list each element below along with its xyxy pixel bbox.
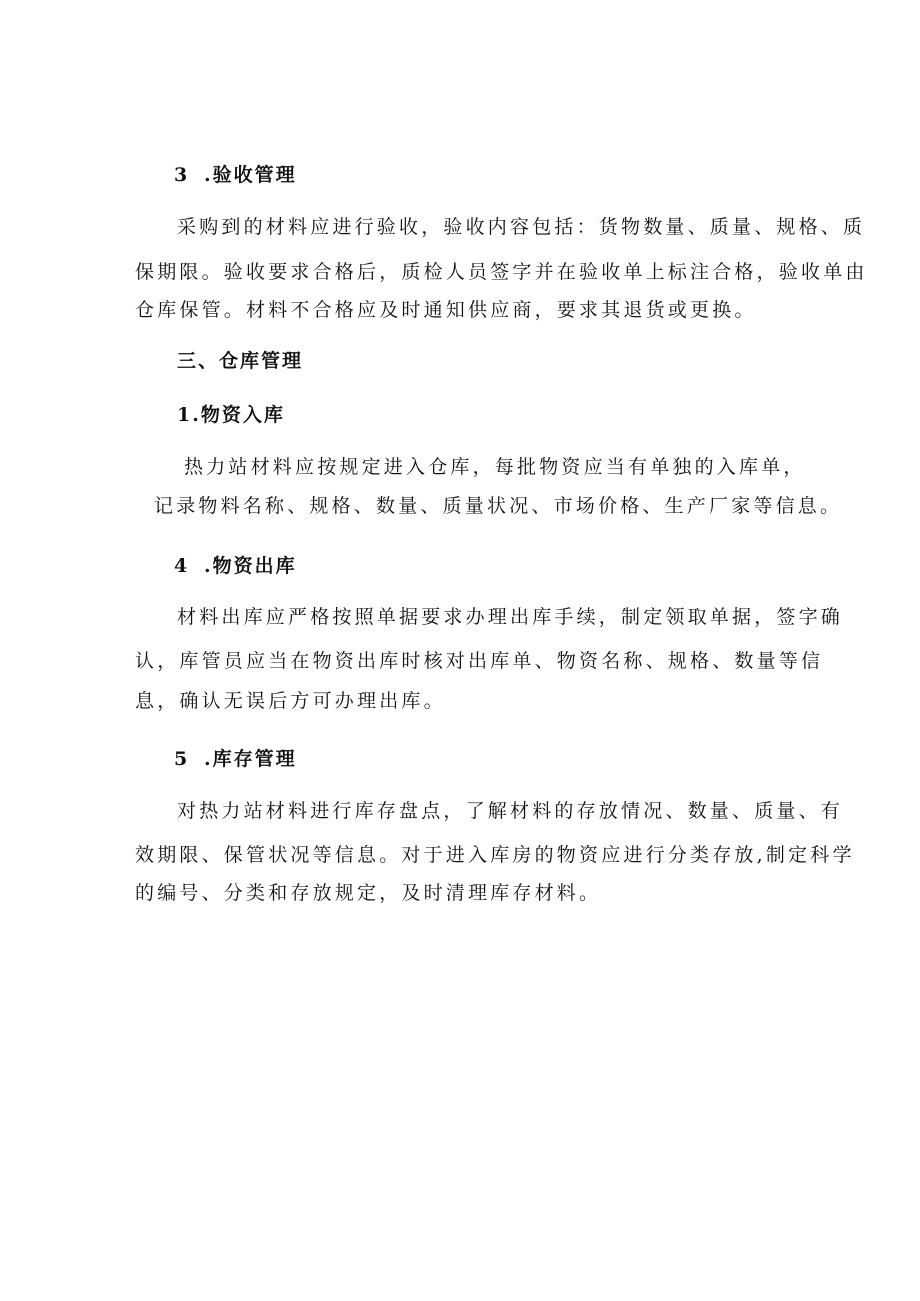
- paragraph-line: 记录物料名称、规格、数量、质量状况、市场价格、生产厂家等信息。: [154, 495, 843, 517]
- paragraph-line: 的编号、分类和存放规定，及时清理库存材料。: [135, 882, 602, 904]
- section-title: .库存管理: [204, 748, 297, 770]
- section-number: 3: [174, 164, 190, 186]
- section-number: 5: [174, 748, 190, 770]
- paragraph-line: 对热力站材料进行库存盘点，了解材料的存放情况、数量、质量、有: [177, 800, 844, 822]
- paragraph-line: 认，库管员应当在物资出库时核对出库单、物资名称、规格、数量等信: [135, 650, 824, 672]
- paragraph-line: 息，确认无误后方可办理出库。: [135, 690, 446, 712]
- paragraph-line: 效期限、保管状况等信息。对于进入库房的物资应进行分类存放,制定科学: [135, 844, 855, 866]
- section-title: .验收管理: [204, 164, 297, 186]
- paragraph-line: 采购到的材料应进行验收，验收内容包括：货物数量、质量、规格、质: [177, 216, 866, 238]
- paragraph-line: 热力站材料应按规定进入仓库，每批物资应当有单独的入库单，: [184, 456, 806, 478]
- section-heading-acceptance: [174, 163, 297, 187]
- section-number: 4: [174, 555, 190, 577]
- section-title: .物资出库: [204, 555, 297, 577]
- section-heading-inbound: 1.物资入库: [177, 404, 285, 426]
- paragraph-line: 材料出库应严格按照单据要求办理出库手续，制定领取单据，签字确: [177, 606, 844, 628]
- chapter-heading-warehouse: 三、仓库管理: [177, 350, 304, 372]
- section-heading-outbound: [174, 554, 297, 578]
- paragraph-line: 保期限。验收要求合格后，质检人员签字并在验收单上标注合格，验收单由: [135, 261, 868, 283]
- paragraph-line: 仓库保管。材料不合格应及时通知供应商，要求其退货或更换。: [135, 299, 757, 321]
- section-heading-inventory: [174, 747, 297, 771]
